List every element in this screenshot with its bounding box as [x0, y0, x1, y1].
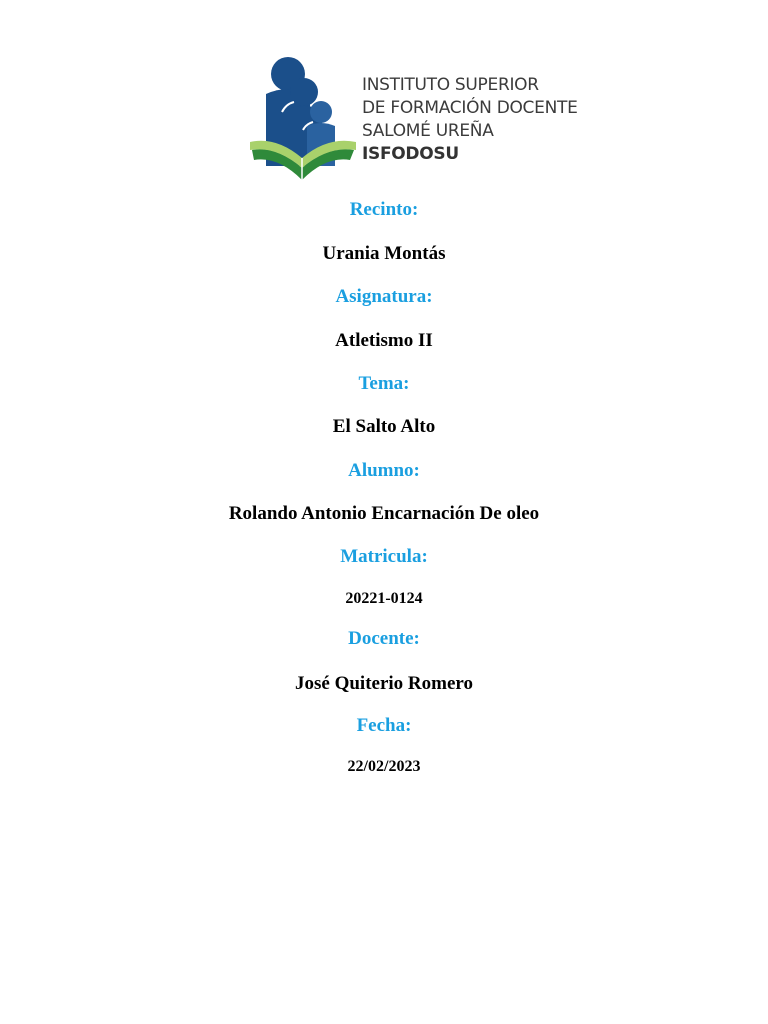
recinto-label: Recinto:	[349, 199, 419, 220]
tema-value: El Salto Alto	[332, 416, 436, 437]
isfodosu-emblem-icon	[246, 54, 358, 194]
institution-acronym: ISFODOSU	[362, 144, 459, 164]
institution-logo	[246, 54, 576, 194]
fecha-value: 22/02/2023	[347, 758, 421, 775]
alumno-label: Alumno:	[348, 460, 420, 481]
matricula-label: Matricula:	[340, 546, 428, 567]
alumno-value: Rolando Antonio Encarnación De oleo	[228, 503, 540, 524]
institution-name-line-1: INSTITUTO SUPERIOR	[362, 75, 539, 95]
docente-value: José Quiterio Romero	[295, 673, 473, 694]
asignatura-label: Asignatura:	[335, 286, 433, 307]
asignatura-value: Atletismo II	[335, 330, 433, 351]
institution-name-line-2: DE FORMACIÓN DOCENTE	[362, 98, 578, 118]
institution-name-line-3: SALOMÉ UREÑA	[362, 121, 494, 141]
docente-label: Docente:	[348, 628, 420, 649]
fecha-label: Fecha:	[356, 715, 412, 736]
recinto-value: Urania Montás	[322, 243, 446, 264]
matricula-value: 20221-0124	[345, 590, 423, 607]
tema-label: Tema:	[358, 373, 410, 394]
institution-name	[362, 74, 578, 166]
